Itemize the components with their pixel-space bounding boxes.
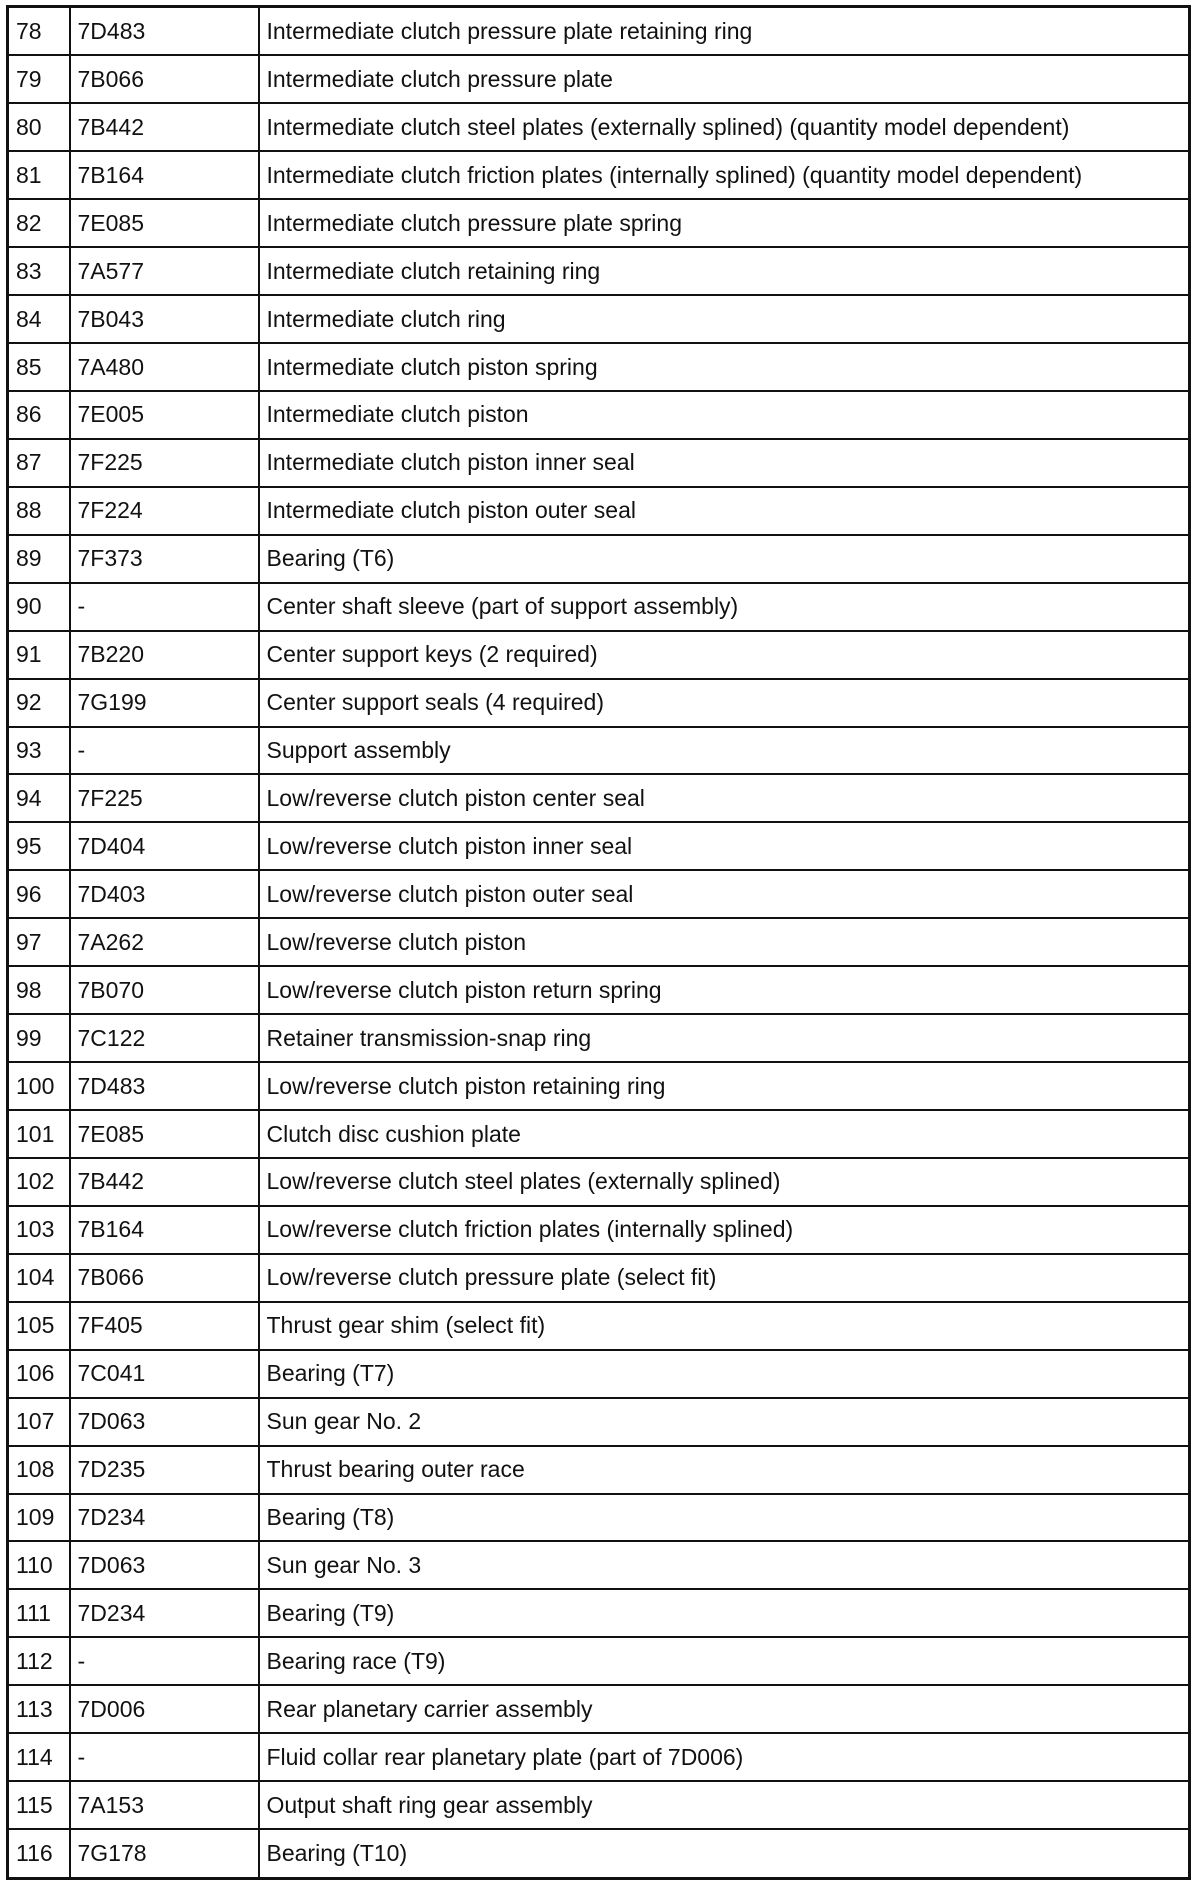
description-cell: Sun gear No. 3 [259,1541,1190,1589]
table-row [8,583,1190,631]
table-row [8,1062,1190,1110]
description-cell: Sun gear No. 2 [259,1398,1190,1446]
table-row [8,1110,1190,1158]
description-cell: Output shaft ring gear assembly [259,1781,1190,1829]
description-cell: Intermediate clutch piston spring [259,343,1190,391]
description-cell: Bearing race (T9) [259,1637,1190,1685]
description-cell: Intermediate clutch piston inner seal [259,439,1190,487]
part-number-cell: 7E085 [70,1110,259,1158]
description-cell: Intermediate clutch piston outer seal [259,487,1190,535]
description-cell: Center support keys (2 required) [259,631,1190,679]
table-row [8,727,1190,775]
item-number-cell: 110 [8,1541,70,1589]
item-number-cell: 104 [8,1254,70,1302]
item-number-cell: 95 [8,822,70,870]
item-number-cell: 108 [8,1446,70,1494]
item-number-cell: 97 [8,918,70,966]
part-number-cell: 7B066 [70,1254,259,1302]
part-number-cell: 7F225 [70,439,259,487]
part-number-cell: 7D403 [70,870,259,918]
item-number-cell: 84 [8,295,70,343]
item-number-cell: 113 [8,1685,70,1733]
description-cell: Low/reverse clutch piston return spring [259,966,1190,1014]
part-number-cell: 7B442 [70,1158,259,1206]
part-number-cell: 7E005 [70,391,259,439]
table-row [8,295,1190,343]
item-number-cell: 92 [8,679,70,727]
part-number-cell: 7A577 [70,247,259,295]
description-cell: Intermediate clutch pressure plate spring [259,199,1190,247]
item-number-cell: 96 [8,870,70,918]
item-number-cell: 111 [8,1589,70,1637]
description-cell: Bearing (T6) [259,535,1190,583]
description-cell: Intermediate clutch retaining ring [259,247,1190,295]
description-cell: Fluid collar rear planetary plate (part of 7D006) [259,1733,1190,1781]
part-number-cell: 7D235 [70,1446,259,1494]
description-cell: Intermediate clutch friction plates (internally splined) (quantity model dependent) [259,151,1190,199]
item-number-cell: 83 [8,247,70,295]
item-number-cell: 82 [8,199,70,247]
parts-table-body [8,7,1190,1879]
part-number-cell: 7B043 [70,295,259,343]
table-row [8,7,1190,56]
item-number-cell: 102 [8,1158,70,1206]
item-number-cell: 116 [8,1829,70,1878]
item-number-cell: 115 [8,1781,70,1829]
description-cell: Bearing (T9) [259,1589,1190,1637]
part-number-cell: 7D404 [70,822,259,870]
part-number-cell: 7A480 [70,343,259,391]
description-cell: Thrust bearing outer race [259,1446,1190,1494]
item-number-cell: 100 [8,1062,70,1110]
table-row [8,631,1190,679]
item-number-cell: 91 [8,631,70,679]
table-row [8,1685,1190,1733]
item-number-cell: 80 [8,103,70,151]
description-cell: Support assembly [259,727,1190,775]
part-number-cell: 7D483 [70,7,259,56]
part-number-cell: 7F405 [70,1302,259,1350]
table-row [8,870,1190,918]
table-row [8,1158,1190,1206]
table-row [8,55,1190,103]
description-cell: Center support seals (4 required) [259,679,1190,727]
table-row [8,1350,1190,1398]
part-number-cell: 7G199 [70,679,259,727]
description-cell: Intermediate clutch ring [259,295,1190,343]
item-number-cell: 105 [8,1302,70,1350]
description-cell: Low/reverse clutch piston outer seal [259,870,1190,918]
part-number-cell: 7C041 [70,1350,259,1398]
table-row [8,679,1190,727]
item-number-cell: 93 [8,727,70,775]
part-number-cell: - [70,1637,259,1685]
item-number-cell: 87 [8,439,70,487]
part-number-cell: - [70,1733,259,1781]
description-cell: Low/reverse clutch pressure plate (select fit) [259,1254,1190,1302]
item-number-cell: 94 [8,774,70,822]
parts-table [6,5,1191,1880]
part-number-cell: 7B442 [70,103,259,151]
table-row [8,1254,1190,1302]
table-row [8,1302,1190,1350]
part-number-cell: 7B220 [70,631,259,679]
table-row [8,103,1190,151]
item-number-cell: 109 [8,1494,70,1542]
description-cell: Intermediate clutch steel plates (externally splined) (quantity model dependent) [259,103,1190,151]
description-cell: Intermediate clutch pressure plate retaining ring [259,7,1190,56]
part-number-cell: 7A153 [70,1781,259,1829]
part-number-cell: - [70,727,259,775]
item-number-cell: 101 [8,1110,70,1158]
table-row [8,1206,1190,1254]
part-number-cell: 7B164 [70,1206,259,1254]
part-number-cell: 7C122 [70,1014,259,1062]
table-row [8,1637,1190,1685]
item-number-cell: 81 [8,151,70,199]
item-number-cell: 114 [8,1733,70,1781]
description-cell: Low/reverse clutch steel plates (externally splined) [259,1158,1190,1206]
item-number-cell: 89 [8,535,70,583]
table-row [8,535,1190,583]
table-row [8,1829,1190,1878]
part-number-cell: 7E085 [70,199,259,247]
table-row [8,247,1190,295]
description-cell: Low/reverse clutch friction plates (internally splined) [259,1206,1190,1254]
description-cell: Low/reverse clutch piston retaining ring [259,1062,1190,1110]
item-number-cell: 90 [8,583,70,631]
description-cell: Center shaft sleeve (part of support assembly) [259,583,1190,631]
item-number-cell: 107 [8,1398,70,1446]
part-number-cell: 7B070 [70,966,259,1014]
description-cell: Bearing (T8) [259,1494,1190,1542]
table-row [8,1733,1190,1781]
item-number-cell: 78 [8,7,70,56]
part-number-cell: 7F373 [70,535,259,583]
part-number-cell: - [70,583,259,631]
item-number-cell: 112 [8,1637,70,1685]
description-cell: Rear planetary carrier assembly [259,1685,1190,1733]
part-number-cell: 7D483 [70,1062,259,1110]
table-row [8,1014,1190,1062]
table-row [8,774,1190,822]
table-row [8,918,1190,966]
table-row [8,1398,1190,1446]
item-number-cell: 85 [8,343,70,391]
item-number-cell: 79 [8,55,70,103]
item-number-cell: 99 [8,1014,70,1062]
description-cell: Intermediate clutch pressure plate [259,55,1190,103]
table-row [8,1781,1190,1829]
table-row [8,439,1190,487]
table-row [8,487,1190,535]
table-row [8,199,1190,247]
part-number-cell: 7D234 [70,1589,259,1637]
part-number-cell: 7B164 [70,151,259,199]
table-row [8,966,1190,1014]
item-number-cell: 106 [8,1350,70,1398]
table-row [8,822,1190,870]
part-number-cell: 7D234 [70,1494,259,1542]
part-number-cell: 7D063 [70,1398,259,1446]
part-number-cell: 7F225 [70,774,259,822]
item-number-cell: 103 [8,1206,70,1254]
table-row [8,1541,1190,1589]
description-cell: Retainer transmission-snap ring [259,1014,1190,1062]
table-row [8,1589,1190,1637]
description-cell: Bearing (T10) [259,1829,1190,1878]
part-number-cell: 7B066 [70,55,259,103]
part-number-cell: 7G178 [70,1829,259,1878]
description-cell: Bearing (T7) [259,1350,1190,1398]
part-number-cell: 7D063 [70,1541,259,1589]
description-cell: Low/reverse clutch piston center seal [259,774,1190,822]
item-number-cell: 88 [8,487,70,535]
item-number-cell: 86 [8,391,70,439]
table-row [8,343,1190,391]
item-number-cell: 98 [8,966,70,1014]
table-row [8,391,1190,439]
description-cell: Low/reverse clutch piston inner seal [259,822,1190,870]
part-number-cell: 7F224 [70,487,259,535]
description-cell: Low/reverse clutch piston [259,918,1190,966]
part-number-cell: 7D006 [70,1685,259,1733]
part-number-cell: 7A262 [70,918,259,966]
description-cell: Clutch disc cushion plate [259,1110,1190,1158]
table-row [8,1494,1190,1542]
table-row [8,151,1190,199]
description-cell: Intermediate clutch piston [259,391,1190,439]
table-row [8,1446,1190,1494]
description-cell: Thrust gear shim (select fit) [259,1302,1190,1350]
